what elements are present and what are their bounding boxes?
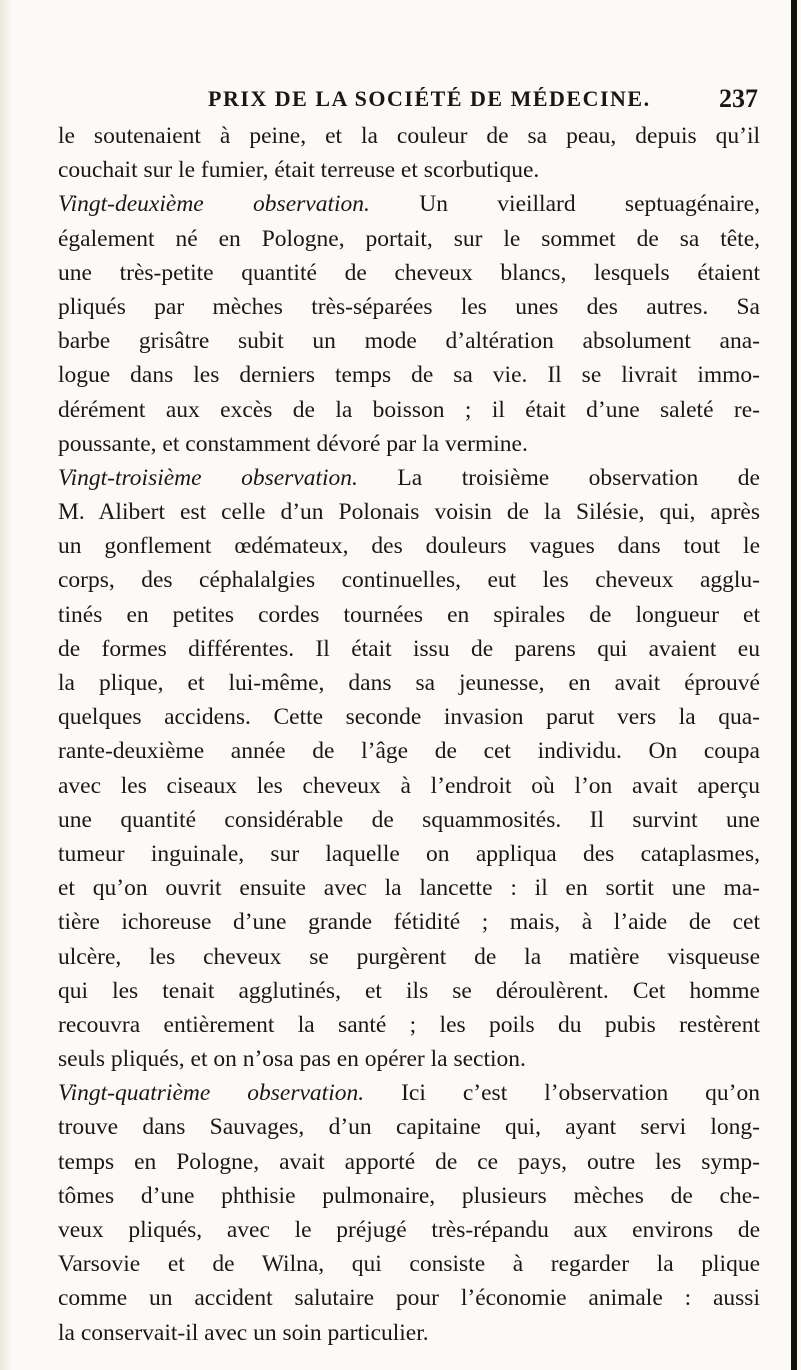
line-text: qui les tenait agglutinés, et ils se déroulèrent. Cet homme (58, 977, 760, 1004)
line-text: veux pliqués, avec le préjugé très-répandu aux environs de (58, 1217, 760, 1243)
line-text: barbe grisâtre subit un mode d’altération absolument ana- (58, 328, 760, 355)
text-line (58, 1247, 760, 1281)
line-text: tômes d’une phthisie pulmonaire, plusieurs mèches de che- (58, 1182, 760, 1209)
text-line (58, 324, 760, 358)
line-text: également né en Pologne, portait, sur le sommet de sa tête, (58, 225, 760, 252)
text-line (58, 1213, 760, 1247)
line-text: la conservait-il avec un soin particulier. (58, 1319, 429, 1346)
text-line (58, 700, 760, 734)
text-line (58, 905, 760, 939)
line-text: temps en Pologne, avait apporté de ce pays, outre les symp- (58, 1148, 760, 1175)
observation-heading: Vingt-quatrième observation. (58, 1080, 365, 1107)
text-line (58, 461, 760, 495)
text-line (58, 1076, 760, 1110)
line-text: couchait sur le fumier, était terreuse et scorbutique. (58, 157, 540, 184)
text-line (58, 290, 760, 324)
text-line (58, 598, 760, 632)
text-line (58, 119, 760, 153)
text-line (58, 393, 760, 427)
text-line (58, 1110, 760, 1144)
observation-heading: Vingt-deuxième observation. (58, 191, 370, 218)
line-text: une très-petite quantité de cheveux blancs, lesquels étaient (58, 259, 760, 286)
text-line (58, 256, 760, 290)
body-text (58, 119, 760, 1350)
text-line (58, 153, 760, 187)
text-line (58, 1145, 760, 1179)
page-left-edge-shadow (0, 0, 12, 1370)
text-line (58, 1281, 760, 1315)
text-line (58, 837, 760, 871)
line-text: une quantité considérable de squammosités. Il survint une (58, 806, 760, 833)
line-text: comme un accident salutaire pour l’économie animale : aussi (58, 1285, 760, 1312)
line-text: rante-deuxième année de l’âge de cet individu. On coupa (58, 738, 760, 765)
line-text: avec les ciseaux les cheveux à l’endroit où l’on avait aperçu (58, 772, 760, 799)
line-text: corps, des céphalalgies continuelles, eut les cheveux agglu- (58, 567, 760, 594)
line-text: M. Alibert est celle d’un Polonais voisin de la Silésie, qui, après (58, 499, 760, 526)
observation-heading: Vingt-troisième observation. (58, 464, 358, 491)
line-text: de formes différentes. Il était issu de parens qui avaient eu (58, 635, 760, 662)
line-text: tière ichoreuse d’une grande fétidité ; mais, à l’aide de cet (58, 909, 760, 936)
text-line (58, 529, 760, 563)
line-text: le soutenaient à peine, et la couleur de sa peau, depuis qu’il (58, 123, 760, 149)
text-line (58, 187, 760, 221)
line-text: poussante, et constamment dévoré par la vermine. (58, 430, 528, 457)
text-line (58, 632, 760, 666)
right-edge-bar (791, 0, 797, 1370)
text-line (58, 666, 760, 700)
line-text: la plique, et lui-même, dans sa jeunesse, en avait éprouvé (58, 670, 760, 696)
text-line (58, 1179, 760, 1213)
text-line (58, 1042, 760, 1076)
text-line (58, 940, 760, 974)
line-text: pliqués par mèches très-séparées les unes des autres. Sa (58, 293, 760, 320)
text-line (58, 871, 760, 905)
text-line (58, 358, 760, 392)
text-line (58, 1008, 760, 1042)
text-line (58, 495, 760, 529)
line-text: logue dans les derniers temps de sa vie. Il se livrait immo- (58, 362, 760, 389)
text-line (58, 427, 760, 461)
line-text: seuls pliqués, et on n’osa pas en opérer la section. (58, 1046, 526, 1073)
line-text: et qu’on ouvrit ensuite avec la lancette : il en sortit une ma- (58, 875, 760, 902)
line-text: La troisième observation de (357, 464, 760, 491)
text-line (58, 769, 760, 803)
line-text: un gonflement œdémateux, des douleurs vagues dans tout le (58, 533, 760, 560)
text-line (58, 974, 760, 1008)
line-text: tumeur inguinale, sur laquelle on appliqua des cataplasmes, (58, 840, 760, 867)
line-text: ulcère, les cheveux se purgèrent de la matière visqueuse (58, 943, 760, 970)
text-line (58, 734, 760, 768)
line-text: Un vieillard septuagénaire, (369, 191, 760, 218)
running-head (58, 84, 758, 120)
text-line (58, 803, 760, 837)
text-line (58, 563, 760, 597)
line-text: tinés en petites cordes tournées en spirales de longueur et (58, 601, 760, 628)
line-text: dérément aux excès de la boisson ; il était d’une saleté re- (58, 396, 760, 423)
line-text: quelques accidens. Cette seconde invasion parut vers la qua- (58, 704, 760, 731)
line-text: trouve dans Sauvages, d’un capitaine qui, ayant servi long- (58, 1114, 760, 1141)
text-line (58, 222, 760, 256)
running-title: PRIX DE LA SOCIÉTÉ DE MÉDECINE. (208, 86, 651, 111)
text-line (58, 1316, 760, 1350)
line-text: Varsovie et de Wilna, qui consiste à regarder la plique (58, 1251, 760, 1278)
line-text: recouvra entièrement la santé ; les poils du pubis restèrent (58, 1011, 760, 1038)
page-number: 237 (719, 84, 758, 113)
line-text: Ici c’est l’observation qu’on (364, 1080, 761, 1107)
